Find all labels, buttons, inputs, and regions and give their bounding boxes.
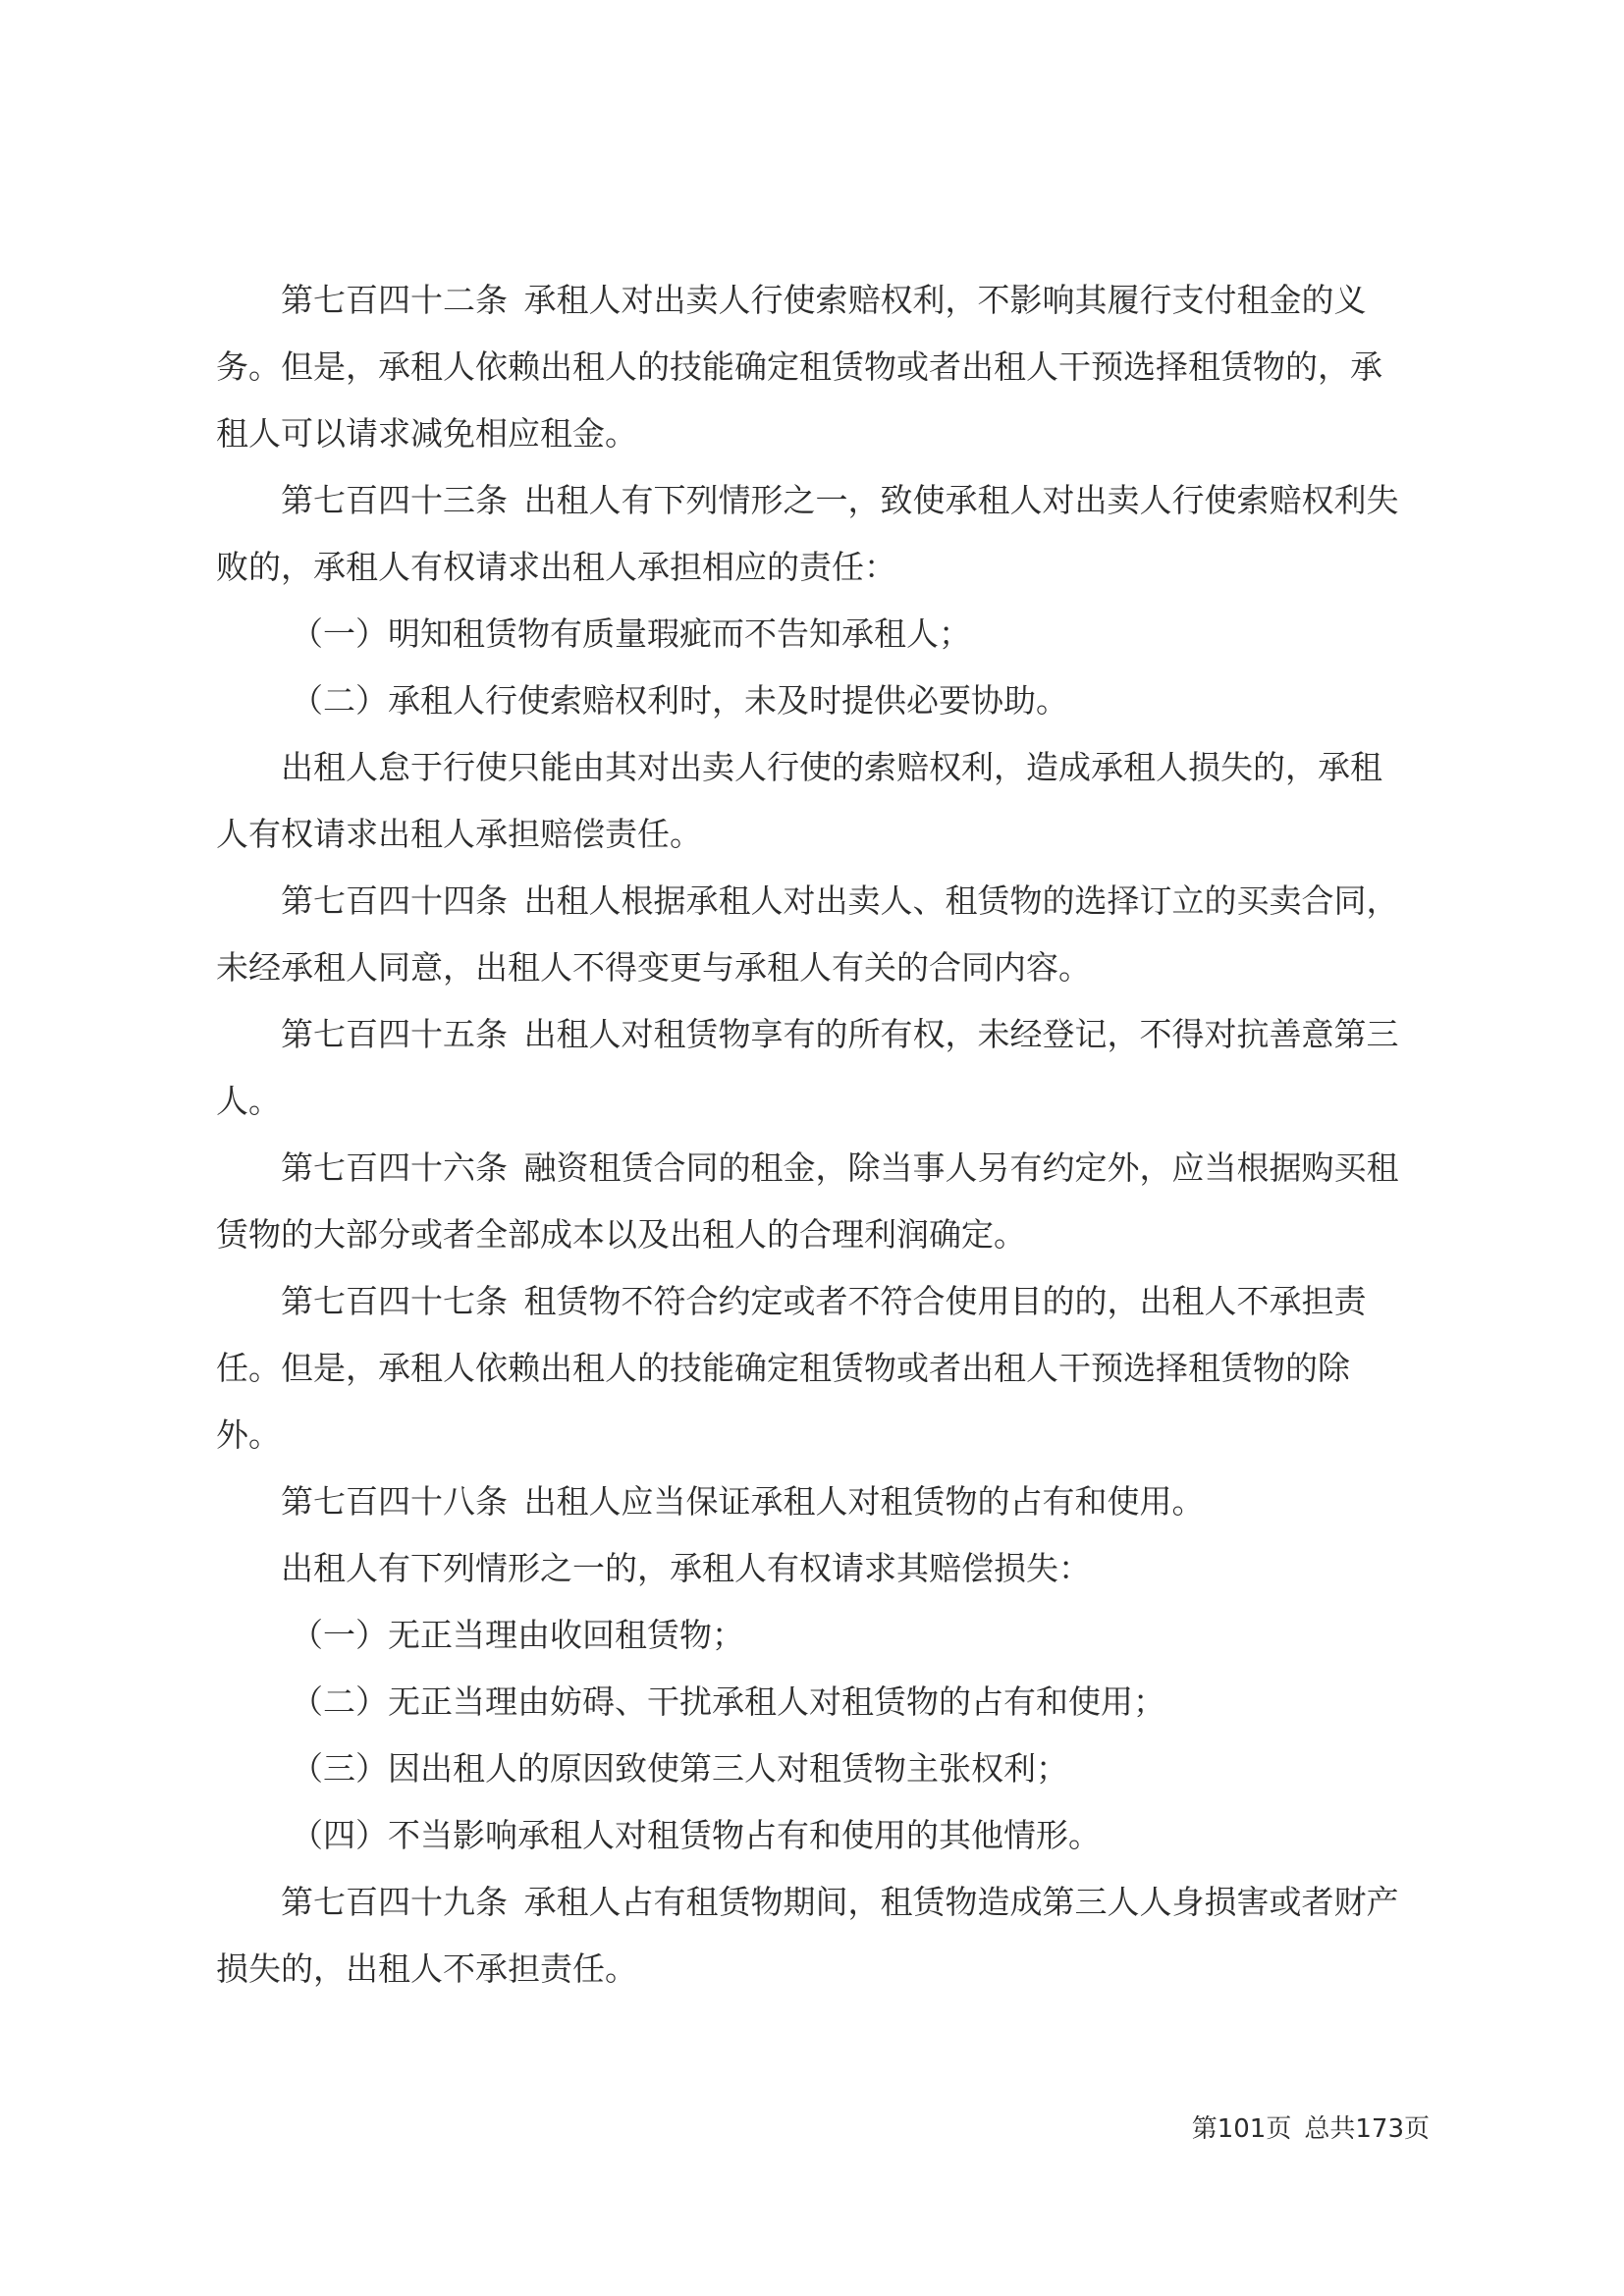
paragraph	[216, 467, 1414, 601]
paragraph-text: 租赁物不符合约定或者不符合使用目的的，出租人不承担责任。但是，承租人依赖出租人的技能确定租赁物或者出租人干预选择租赁物的除外。	[216, 1282, 1367, 1454]
article-number: 第七百四十六条	[281, 1148, 508, 1187]
paragraph-text: （二）承租人行使索赔权利时，未及时提供必要协助。	[291, 681, 1068, 720]
list-item	[216, 1802, 1414, 1869]
paragraph	[216, 1268, 1414, 1468]
list-item	[216, 1669, 1414, 1735]
article-number: 第七百四十三条	[281, 481, 508, 519]
list-item	[216, 601, 1414, 667]
article-number: 第七百四十四条	[281, 881, 508, 920]
document-body	[216, 267, 1414, 2002]
paragraph-text: （二）无正当理由妨碍、干扰承租人对租赁物的占有和使用；	[291, 1682, 1165, 1721]
paragraph-text: （一）无正当理由收回租赁物；	[291, 1616, 744, 1654]
paragraph	[216, 267, 1414, 467]
paragraph	[216, 1468, 1414, 1535]
page-total: 总共173页	[1304, 2114, 1430, 2144]
article-number: 第七百四十二条	[281, 281, 508, 319]
paragraph-text: 出租人有下列情形之一的，承租人有权请求其赔偿损失：	[281, 1549, 1091, 1587]
paragraph	[216, 1535, 1414, 1602]
article-number: 第七百四十九条	[281, 1883, 508, 1921]
article-number: 第七百四十八条	[281, 1482, 508, 1521]
paragraph	[216, 868, 1414, 1001]
paragraph-text: 出租人怠于行使只能由其对出卖人行使的索赔权利，造成承租人损失的，承租人有权请求出租人承担赔偿责任。	[216, 748, 1382, 853]
paragraph-text: 出租人根据承租人对出卖人、租赁物的选择订立的买卖合同，未经承租人同意，出租人不得变更与承租人有关的合同内容。	[216, 881, 1399, 987]
paragraph-text: （一）明知租赁物有质量瑕疵而不告知承租人；	[291, 614, 971, 653]
page-footer	[1192, 2109, 1430, 2149]
article-number: 第七百四十五条	[281, 1015, 508, 1053]
list-item	[216, 667, 1414, 734]
paragraph-text: 出租人应当保证承租人对租赁物的占有和使用。	[523, 1482, 1205, 1521]
paragraph	[216, 734, 1414, 868]
paragraph-text: （四）不当影响承租人对租赁物占有和使用的其他情形。	[291, 1816, 1101, 1854]
paragraph-text: 承租人占有租赁物期间，租赁物造成第三人人身损害或者财产损失的，出租人不承担责任。	[216, 1883, 1399, 1988]
paragraph-text: （三）因出租人的原因致使第三人对租赁物主张权利；	[291, 1749, 1068, 1788]
article-number: 第七百四十七条	[281, 1282, 508, 1320]
paragraph-text: 出租人对租赁物享有的所有权，未经登记，不得对抗善意第三人。	[216, 1015, 1399, 1120]
list-item	[216, 1602, 1414, 1669]
page-number: 第101页	[1191, 2114, 1292, 2144]
paragraph-text: 承租人对出卖人行使索赔权利，不影响其履行支付租金的义务。但是，承租人依赖出租人的技能确定租赁物或者出租人干预选择租赁物的，承租人可以请求减免相应租金。	[216, 281, 1382, 453]
paragraph-text: 融资租赁合同的租金，除当事人另有约定外，应当根据购买租赁物的大部分或者全部成本以及出租人的合理利润确定。	[216, 1148, 1399, 1254]
list-item	[216, 1735, 1414, 1802]
paragraph	[216, 1869, 1414, 2002]
paragraph	[216, 1001, 1414, 1135]
paragraph	[216, 1135, 1414, 1268]
paragraph-text: 出租人有下列情形之一，致使承租人对出卖人行使索赔权利失败的，承租人有权请求出租人承担相应的责任：	[216, 481, 1399, 586]
